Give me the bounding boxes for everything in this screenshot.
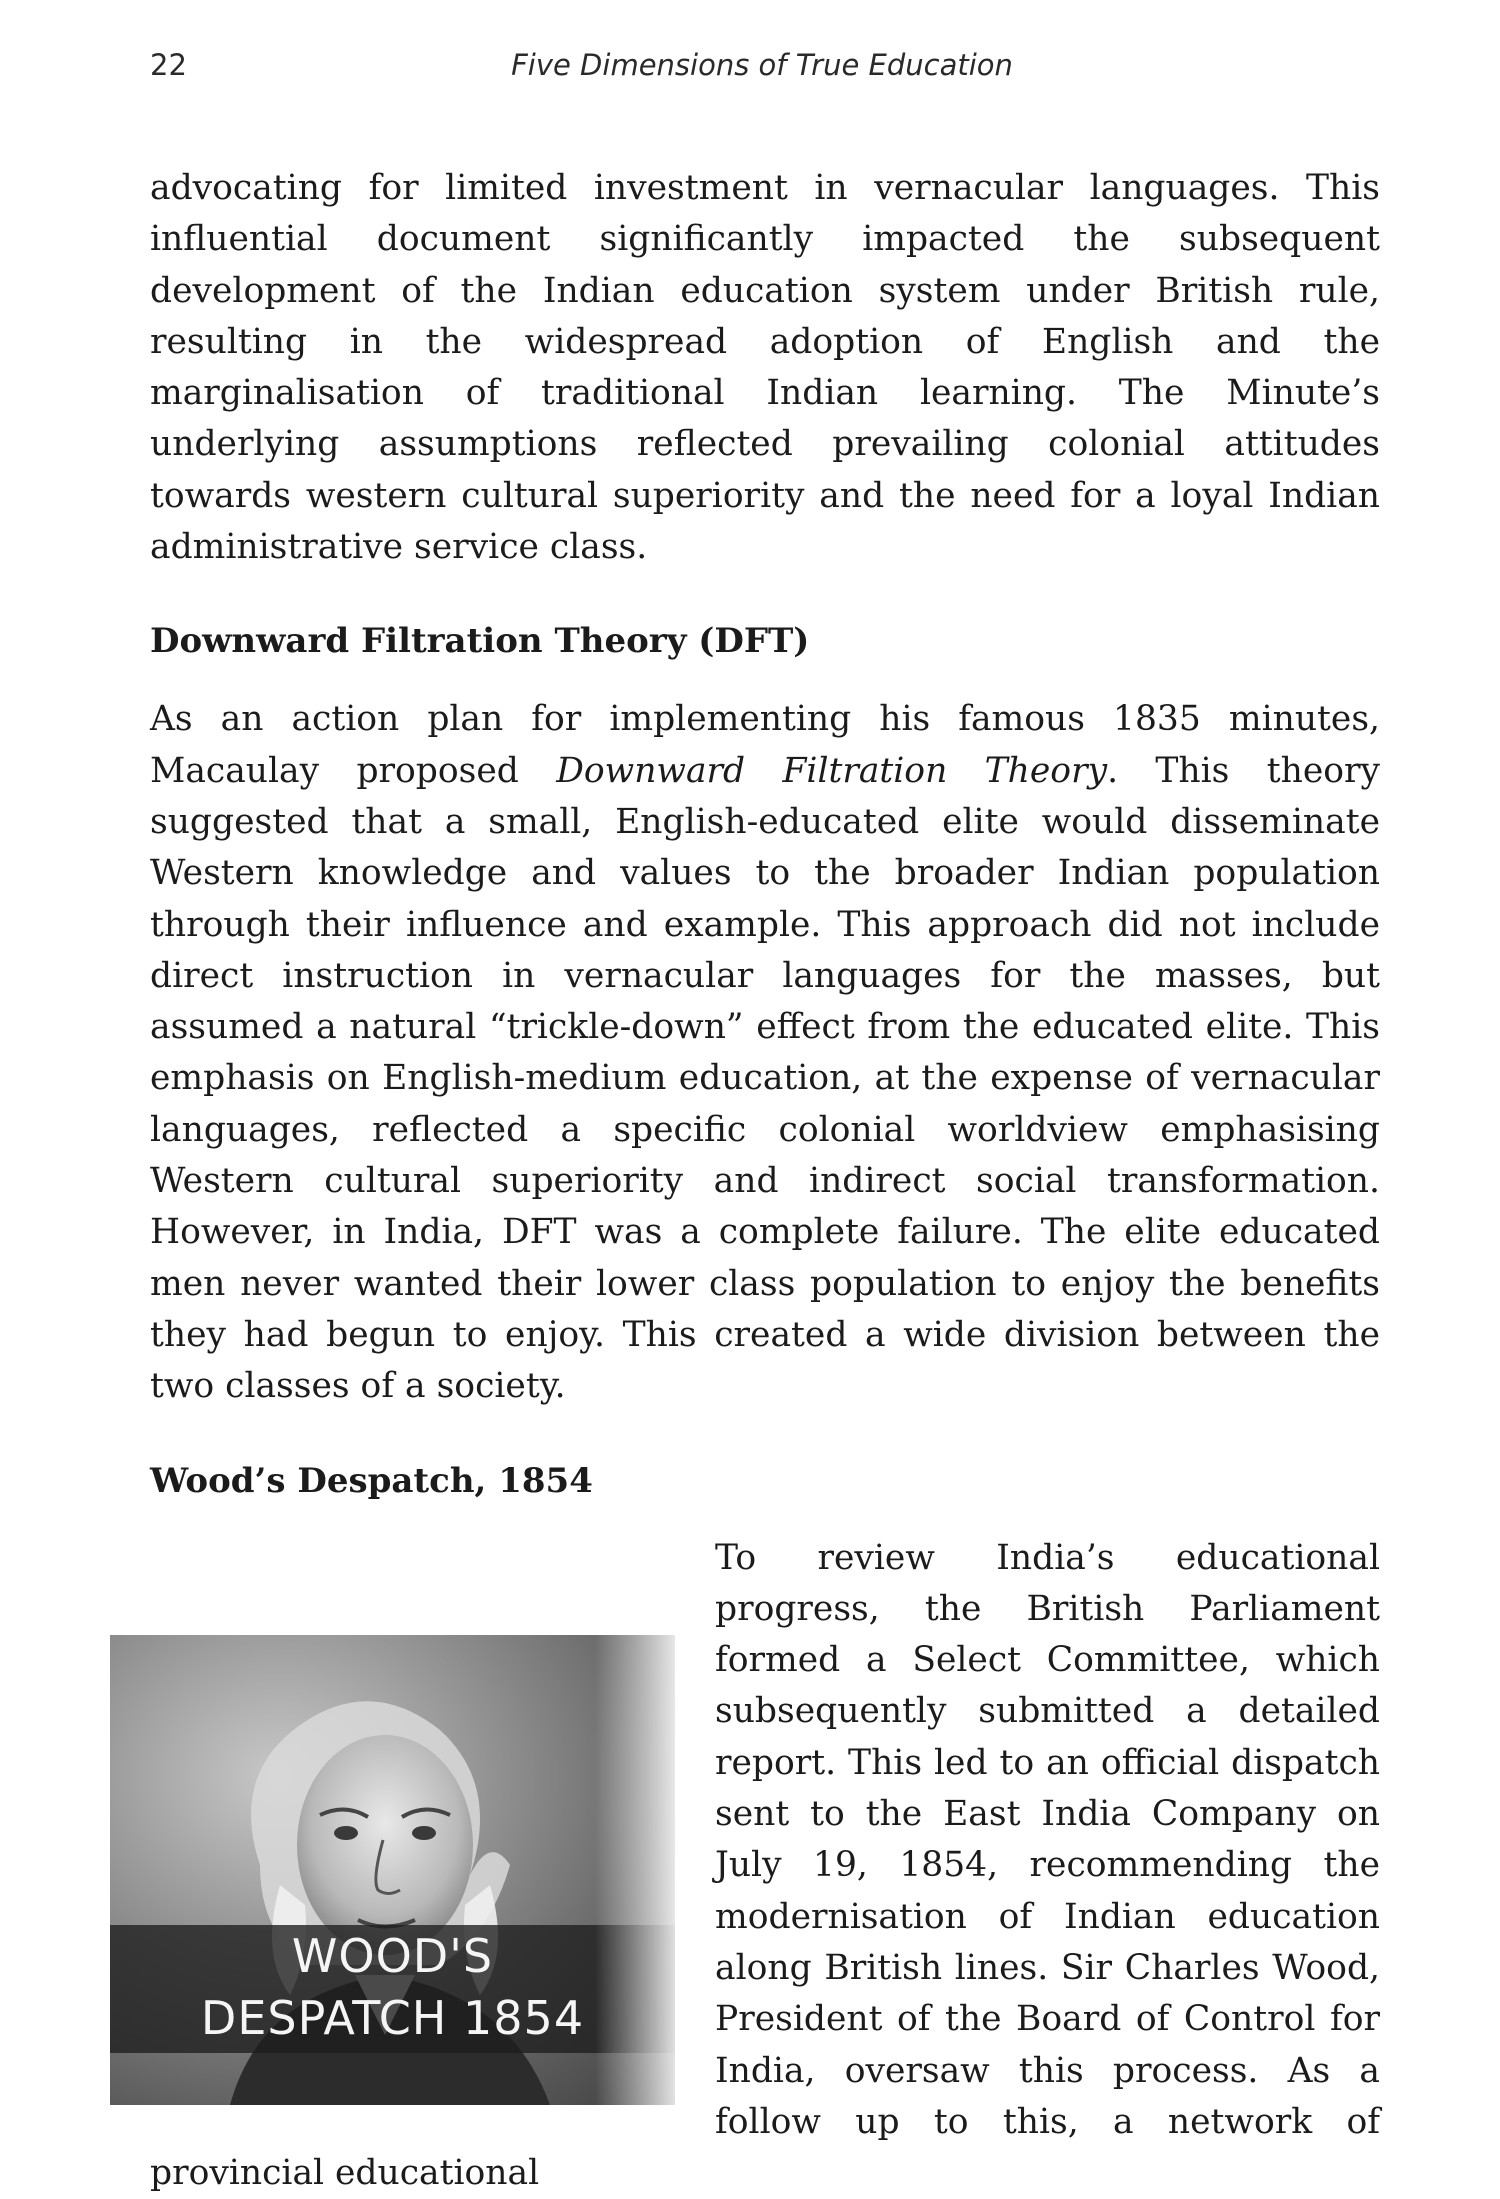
figure-caption-line1: WOOD'S — [291, 1928, 494, 1983]
dft-text-before: As an action plan for implementing his famous 1835 minutes, Macaulay proposed — [150, 699, 1380, 791]
figure-caption-line2: DESPATCH 1854 — [200, 1990, 585, 2045]
wood-heading: Wood’s Despatch, 1854 — [150, 1460, 593, 1501]
page-body — [150, 163, 1380, 2199]
wood-section — [150, 1533, 1380, 2199]
wood-portrait-figure — [110, 1635, 675, 2105]
wood-paragraph: To review India’s educational progress, the British Parliament formed a Select Committee, which subsequently submitted a detailed report. This led to an official dispatch sent to the East India Company on July 19, 1854, recommending the modernisation of Indian education along British lines. Sir Charles Wood, President of the Board of Control for India, oversaw this process. As a follow up to this, a network of provincial educational — [150, 1537, 1380, 2194]
page-header — [0, 48, 1500, 98]
dft-paragraph — [150, 694, 1380, 1412]
figure-fade — [595, 1635, 675, 2105]
running-title: Five Dimensions of True Education — [511, 48, 1013, 82]
intro-paragraph: advocating for limited investment in vernacular languages. This influential document significantly impacted the subsequent development of the Indian education system under British rule, resulting in the widespread adoption of English and the marginalisation of traditional Indian learning. The Minute’s underlying assumptions reflected prevailing colonial attitudes towards western cultural superiority and the need for a loyal Indian administrative service class. — [150, 168, 1380, 568]
dft-heading: Downward Filtration Theory (DFT) — [150, 621, 810, 662]
dft-italic-term: Downward Filtration Theory — [556, 750, 1108, 791]
dft-text-after: . This theory suggested that a small, English-educated elite would disseminate Western knowledge and values to the broader Indian population through their influence and example. This approach did not include direct instruction in vernacular languages for the masses, but assumed a natural “trickle-down” effect from the educated elite. This emphasis on English-medium education, at the expense of vernacular languages, reflected a specific colonial worldview emphasising Western cultural superiority and indirect social transformation. However, in India, DFT was a complete failure. The elite educated men never wanted their lower class population to enjoy the benefits they had begun to enjoy. This created a wide division between the two classes of a society. — [150, 750, 1380, 1407]
figure-caption — [110, 1925, 675, 2053]
page-number: 22 — [150, 48, 187, 82]
